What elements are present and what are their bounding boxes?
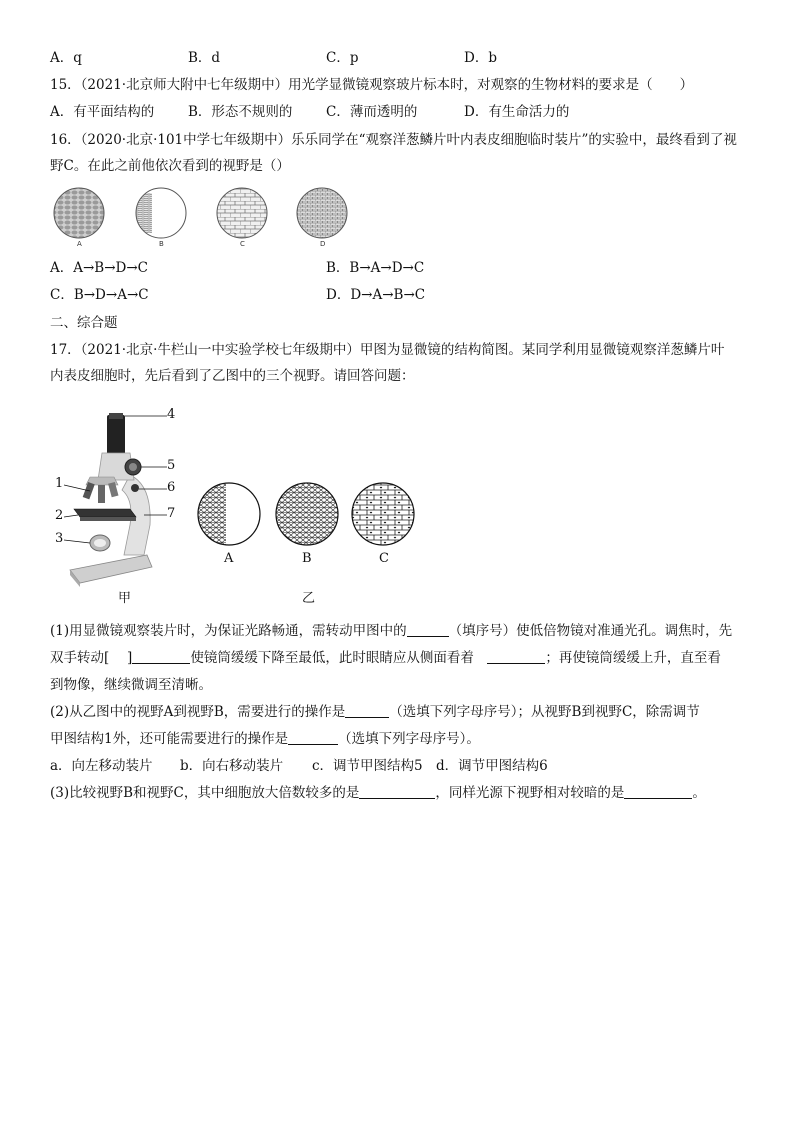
q17-p2-text-c: 甲图结构1外，还可能需要进行的操作是 (50, 731, 289, 747)
q17-p2-text-b: （选填下列字母序号）；从视野B到视野C，除需调节 (389, 704, 700, 720)
section-title: 二、综合题 (50, 315, 118, 331)
answer-blank-5[interactable] (288, 730, 338, 745)
q17-p1-text-e: ；再使镜筒缓缓上升，直至看 (545, 650, 721, 666)
microscope-label-2: 2 (55, 508, 64, 523)
q17-p1-line3: 到物像，继续微调至清晰。 (50, 677, 212, 693)
view-d-circle (295, 185, 355, 245)
q17-p1-text-c: 双手转动[ ] (50, 650, 133, 666)
view-label-c: C (379, 551, 389, 566)
q14-option-b: B．d (188, 50, 221, 66)
q17-p2-text-a: (2)从乙图中的视野A到视野B，需要进行的操作是 (50, 704, 346, 720)
q15-option-d: D．有生命活力的 (464, 104, 570, 120)
answer-blank-1[interactable] (407, 622, 449, 637)
q17-p3-text-a: (3)比较视野B和视野C，其中细胞放大倍数较多的是 (50, 785, 360, 801)
q15-option-b: B．形态不规则的 (188, 104, 293, 120)
q17-p2-text-d: （选填下列字母序号）。 (338, 731, 480, 747)
q16-fig-label-d: D (320, 240, 326, 248)
q17-p1-text-d: 使镜筒缓缓下降至最低，此时眼睛应从侧面看着 (190, 650, 474, 666)
q16-stem-line1: 16．（2020·北京·101中学七年级期中）乐乐同学在“观察洋葱鳞片叶内表皮细胞临时装片”的实验中，最终看到了视 (50, 132, 737, 148)
view-label-a: A (224, 551, 234, 566)
q16-fig-label-a: A (77, 240, 82, 248)
q17-stem-line1: 17．（2021·北京·牛栏山一中实验学校七年级期中）甲图为显微镜的结构简图。某同学利用显微镜观察洋葱鳞片叶 (50, 342, 725, 358)
q17-p3-text-c: 。 (692, 785, 706, 801)
answer-blank-2[interactable] (132, 649, 190, 664)
caption-jia: 甲 (118, 591, 132, 606)
q16-fig-label-c: C (240, 240, 245, 248)
q15-stem: 15．（2021·北京师大附中七年级期中）用光学显微镜观察玻片标本时，对观察的生物材料的要求是（ ） (50, 77, 694, 93)
microscope-label-7: 7 (167, 506, 176, 521)
q16-views-figure (50, 185, 360, 251)
microscope-label-4: 4 (167, 407, 176, 422)
q17-choice-b: b．向右移动装片 (180, 758, 284, 774)
q15-option-c: C．薄而透明的 (326, 104, 418, 120)
q17-p2-line1 (50, 703, 700, 721)
microscope-label-3: 3 (55, 531, 64, 546)
q17-views-figure (195, 480, 420, 552)
q14-option-a: A．q (50, 50, 82, 66)
caption-yi: 乙 (302, 591, 316, 606)
q17-choice-d: d．调节甲图结构6 (436, 758, 548, 774)
q16-option-b: B．B→A→D→C (326, 260, 425, 276)
view-a-circle (50, 185, 110, 245)
view-c-field (351, 482, 415, 546)
q14-option-c: C．p (326, 50, 359, 66)
q17-choice-a: a．向左移动装片 (50, 758, 153, 774)
answer-blank-7[interactable] (624, 784, 692, 799)
q17-stem-line2: 内表皮细胞时，先后看到了乙图中的三个视野。请回答问题： (50, 368, 415, 384)
q17-choice-c: c．调节甲图结构5 (312, 758, 423, 774)
q16-option-a: A．A→B→D→C (50, 260, 149, 276)
view-a-field (198, 483, 260, 547)
q17-p3-line (50, 784, 706, 802)
q16-stem-line2: 野C。在此之前他依次看到的视野是（） (50, 158, 290, 174)
q16-option-c: C．B→D→A→C (50, 287, 149, 303)
q15-option-a: A．有平面结构的 (50, 104, 155, 120)
answer-blank-6[interactable] (359, 784, 435, 799)
microscope-label-5: 5 (167, 458, 176, 473)
q16-option-d: D．D→A→B→C (326, 287, 426, 303)
microscope-label-1: 1 (55, 476, 64, 491)
q16-fig-label-b: B (159, 240, 164, 248)
view-label-b: B (302, 551, 312, 566)
microscope-label-6: 6 (167, 480, 176, 495)
q17-p2-line2 (50, 730, 480, 748)
q17-p1-line2 (50, 649, 721, 667)
q17-p1-line1 (50, 622, 732, 640)
q17-p1-text-b: （填序号）使低倍物镜对准通光孔。调焦时，先 (448, 623, 733, 639)
q17-p3-text-b: ，同样光源下视野相对较暗的是 (435, 785, 625, 801)
q14-option-d: D．b (464, 50, 497, 66)
answer-blank-3[interactable] (487, 649, 545, 664)
microscope-figure (52, 405, 187, 590)
view-b-field (275, 482, 339, 546)
view-b-circle (136, 188, 186, 238)
answer-blank-4[interactable] (345, 703, 389, 718)
q17-p1-text-a: (1)用显微镜观察装片时，为保证光路畅通，需转动甲图中的 (50, 623, 407, 639)
view-c-circle (210, 185, 270, 245)
